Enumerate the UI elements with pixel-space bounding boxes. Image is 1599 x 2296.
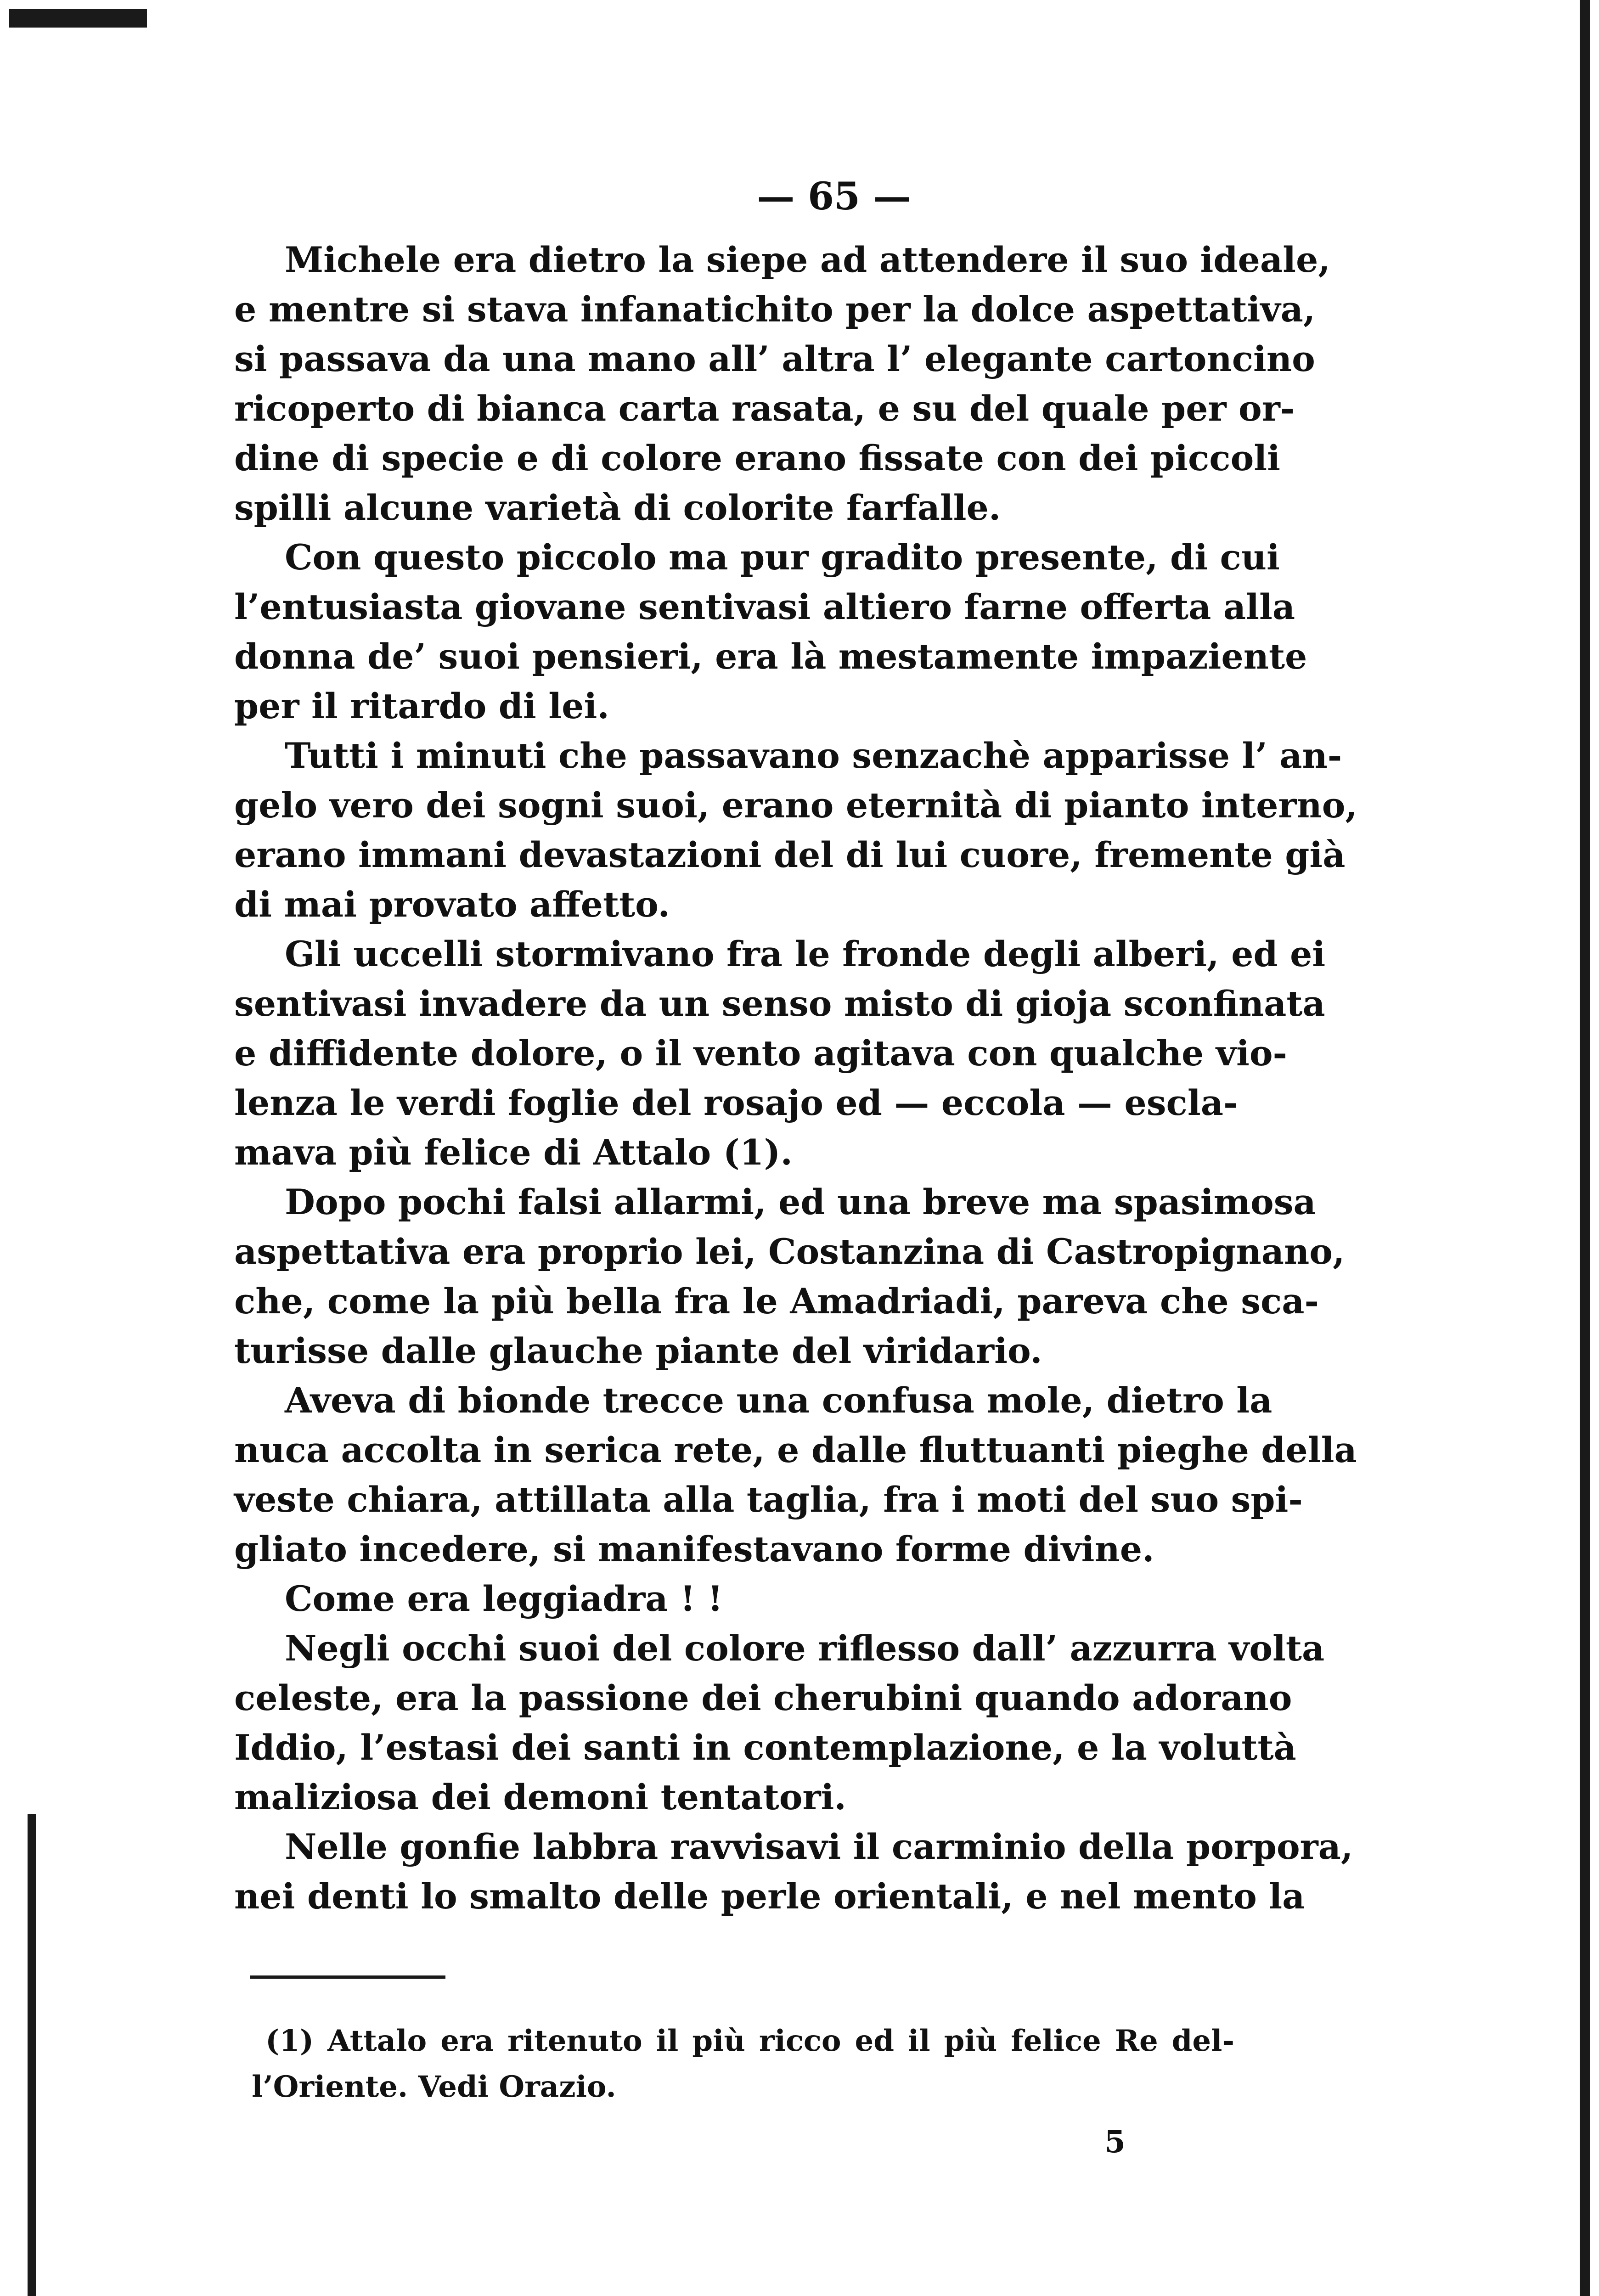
footnote-line: l’Oriente. Vedi Orazio. [252, 2070, 616, 2104]
text-line: donna de’ suoi pensieri, era là mestamente impaziente [234, 636, 1307, 677]
text-line: celeste, era la passione dei cherubini quando adorano [234, 1677, 1292, 1718]
scan-edge-right [1580, 0, 1590, 2296]
text-line: Dopo pochi falsi allarmi, ed una breve ma spasimosa [285, 1182, 1316, 1222]
scan-edge-left [28, 1814, 36, 2296]
text-line: Con questo piccolo ma pur gradito presente, di cui [285, 537, 1280, 578]
signature-mark: 5 [1104, 2124, 1126, 2160]
footnote-divider [250, 1975, 445, 1979]
text-line: Aveva di bionde trecce una confusa mole, dietro la [285, 1380, 1272, 1421]
text-line: erano immani devastazioni del di lui cuore, fremente già [234, 834, 1346, 875]
text-line: ricoperto di bianca carta rasata, e su del quale per or- [234, 388, 1295, 429]
text-line: spilli alcune varietà di colorite farfalle. [234, 487, 1001, 528]
text-line: l’entusiasta giovane sentivasi altiero farne offerta alla [234, 586, 1295, 627]
text-line: mava più felice di Attalo (1). [234, 1132, 793, 1173]
footnote [252, 2018, 1234, 2110]
text-line: aspettativa era proprio lei, Costanzina di Castropignano, [234, 1231, 1345, 1272]
text-line: e diffidente dolore, o il vento agitava con qualche vio- [234, 1033, 1288, 1074]
footnote-line: (1) Attalo era ritenuto il più ricco ed il più felice Re del- [265, 2024, 1234, 2058]
text-line: di mai provato affetto. [234, 884, 670, 925]
page-number: — 65 — [757, 174, 911, 219]
text-line: turisse dalle glauche piante del viridario. [234, 1330, 1042, 1371]
text-line: nei denti lo smalto delle perle orientali, e nel mento la [234, 1876, 1305, 1917]
scan-artifact-top [9, 9, 147, 28]
text-line: Nelle gonfie labbra ravvisavi il carminio della porpora, [285, 1826, 1353, 1867]
text-line: sentivasi invadere da un senso misto di gioja sconfinata [234, 983, 1325, 1024]
text-line: veste chiara, attillata alla taglia, fra i moti del suo spi- [234, 1479, 1303, 1520]
text-line: e mentre si stava infanatichito per la dolce aspettativa, [234, 289, 1316, 330]
text-line: gelo vero dei sogni suoi, erano eternità di pianto interno, [234, 785, 1357, 826]
text-line: che, come la più bella fra le Amadriadi, pareva che sca- [234, 1281, 1319, 1322]
body-text [234, 235, 1357, 1921]
text-line: maliziosa dei demoni tentatori. [234, 1777, 846, 1818]
text-line: si passava da una mano all’ altra l’ elegante cartoncino [234, 338, 1315, 379]
text-line: Come era leggiadra ! ! [285, 1578, 723, 1619]
text-line: Michele era dietro la siepe ad attendere il suo ideale, [285, 239, 1330, 280]
text-line: Tutti i minuti che passavano senzachè apparisse l’ an- [285, 735, 1342, 776]
text-line: dine di specie e di colore erano fissate con dei piccoli [234, 438, 1280, 478]
text-line: gliato incedere, si manifestavano forme divine. [234, 1529, 1154, 1570]
text-line: nuca accolta in serica rete, e dalle fluttuanti pieghe della [234, 1429, 1357, 1470]
text-line: Iddio, l’estasi dei santi in contemplazione, e la voluttà [234, 1727, 1296, 1768]
text-line: lenza le verdi foglie del rosajo ed — eccola — escla- [234, 1082, 1238, 1123]
text-line: Gli uccelli stormivano fra le fronde degli alberi, ed ei [285, 934, 1326, 974]
text-line: per il ritardo di lei. [234, 686, 609, 726]
text-line: Negli occhi suoi del colore riflesso dall’ azzurra volta [285, 1628, 1325, 1669]
